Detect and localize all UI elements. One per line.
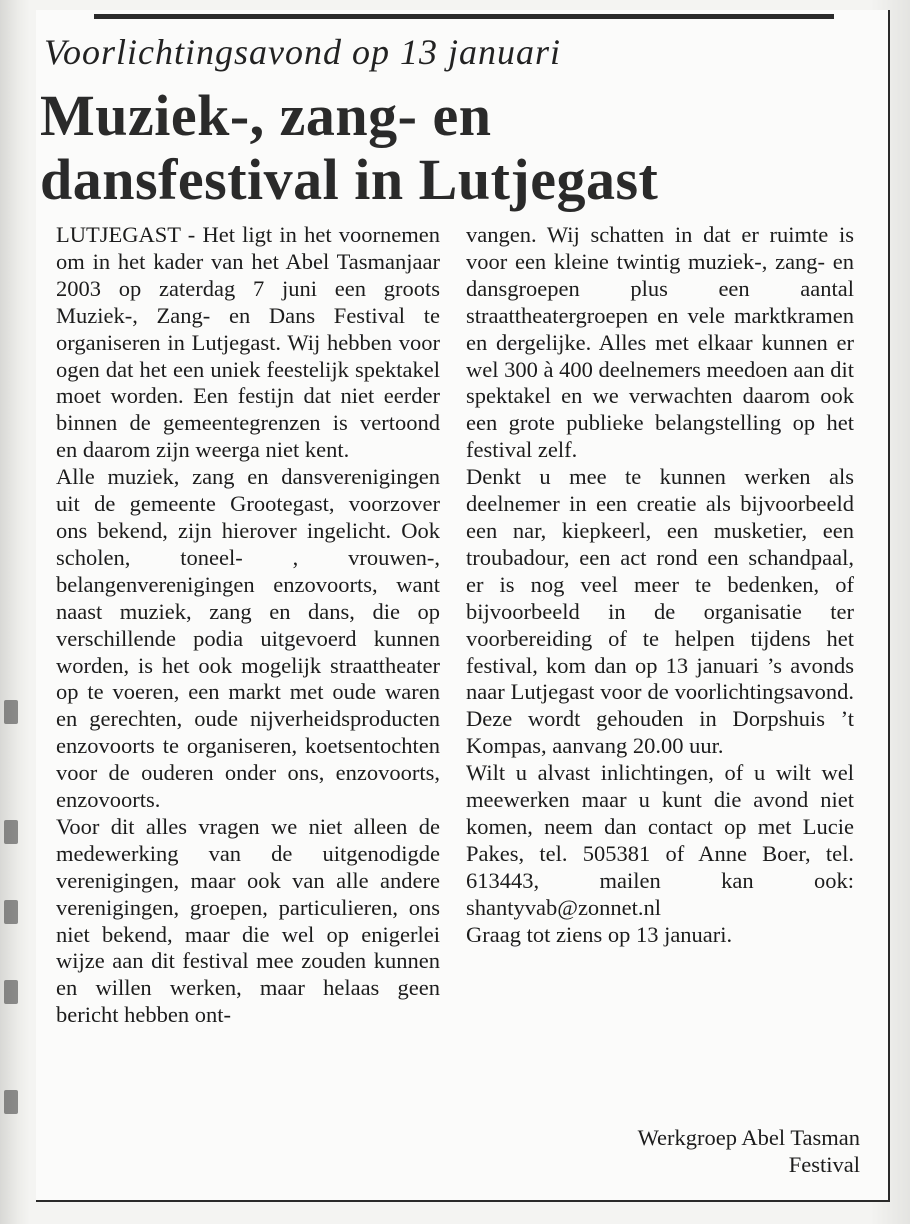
- signature-line-2: Festival: [788, 1152, 860, 1177]
- headline: [40, 84, 870, 212]
- scan-left-edge: [0, 0, 30, 1224]
- paragraph: vangen. Wij schatten in dat er ruimte is voor een kleine twintig muziek-, zang- en dansgroepen plus een aantal straattheatergroepen en vele marktkramen en dergelijke. Alles met elkaar kunnen er wel 300 à 400 deelnemers meedoen aan dit spektakel en we verwachten daarom ook een grote publieke belangstelling op het festival zelf.: [466, 222, 854, 463]
- paragraph: LUTJEGAST - Het ligt in het voornemen om in het kader van het Abel Tasmanjaar 2003 op zaterdag 7 juni een groots Muziek-, Zang- en Dans Festival te organiseren in Lutjegast. Wij hebben voor ogen dat het een uniek feestelijk spektakel moet worden. Een festijn dat niet eerder binnen de gemeentegrenzen is vertoond en daarom zijn weerga niet kent.: [56, 222, 440, 463]
- signature-line-1: Werkgroep Abel Tasman: [637, 1125, 860, 1150]
- paragraph: Voor dit alles vragen we niet alleen de medewerking van de uitgenodigde verenigingen, maar ook van alle andere verenigingen, groepen, particulieren, ons niet bekend, maar die wel op enigerlei wijze aan dit festival mee zouden kunnen en willen werken, maar helaas geen bericht hebben ont-: [56, 813, 440, 1028]
- paragraph: Alle muziek, zang en dansverenigingen uit de gemeente Grootegast, voorzover ons bekend, zijn hierover ingelicht. Ook scholen, toneel- , vrouwen-, belangenverenigingen enzovoorts, want naast muziek, zang en dans, die op verschillende podia uitgevoerd kunnen worden, is het ook mogelijk straattheater op te voeren, een markt met oude waren en gerechten, oude nijverheidsproducten enzovoorts te organiseren, koetsentochten voor de ouderen onder ons, enzovoorts, enzovoorts.: [56, 464, 440, 813]
- top-rule: [94, 14, 834, 19]
- scan-mark: [4, 820, 18, 844]
- kicker: Voorlichtingsavond op 13 januari: [44, 32, 561, 72]
- scan-mark: [4, 1090, 18, 1114]
- signature: [540, 1124, 860, 1178]
- paragraph: Denkt u mee te kunnen werken als deelnemer in een creatie als bijvoorbeeld een nar, kiepkeerl, een musketier, een troubadour, een act rond een schandpaal, er is nog veel meer te bedenken, of bijvoorbeeld in de organisatie ter voorbereiding of te helpen tijdens het festival, kom dan op 13 januari ’s avonds naar Lutjegast voor de voorlichtingsavond. Deze wordt gehouden in Dorpshuis ’t Kompas, aanvang 20.00 uur.: [466, 464, 854, 759]
- paragraph: Wilt u alvast inlichtingen, of u wilt wel meewerken maar u kunt die avond niet komen, neem dan contact op met Lucie Pakes, tel. 505381 of Anne Boer, tel. 613443, mailen kan ook: shantyvab@zonnet.nl: [466, 760, 854, 920]
- scan-mark: [4, 900, 18, 924]
- scan-mark: [4, 980, 18, 1004]
- paragraph: Graag tot ziens op 13 januari.: [466, 921, 733, 947]
- right-column: [466, 222, 854, 948]
- headline-line-2: dansfestival in Lutjegast: [40, 147, 659, 212]
- left-column: [56, 222, 440, 1029]
- headline-line-1: Muziek-, zang- en: [40, 83, 492, 148]
- scan-mark: [4, 700, 18, 724]
